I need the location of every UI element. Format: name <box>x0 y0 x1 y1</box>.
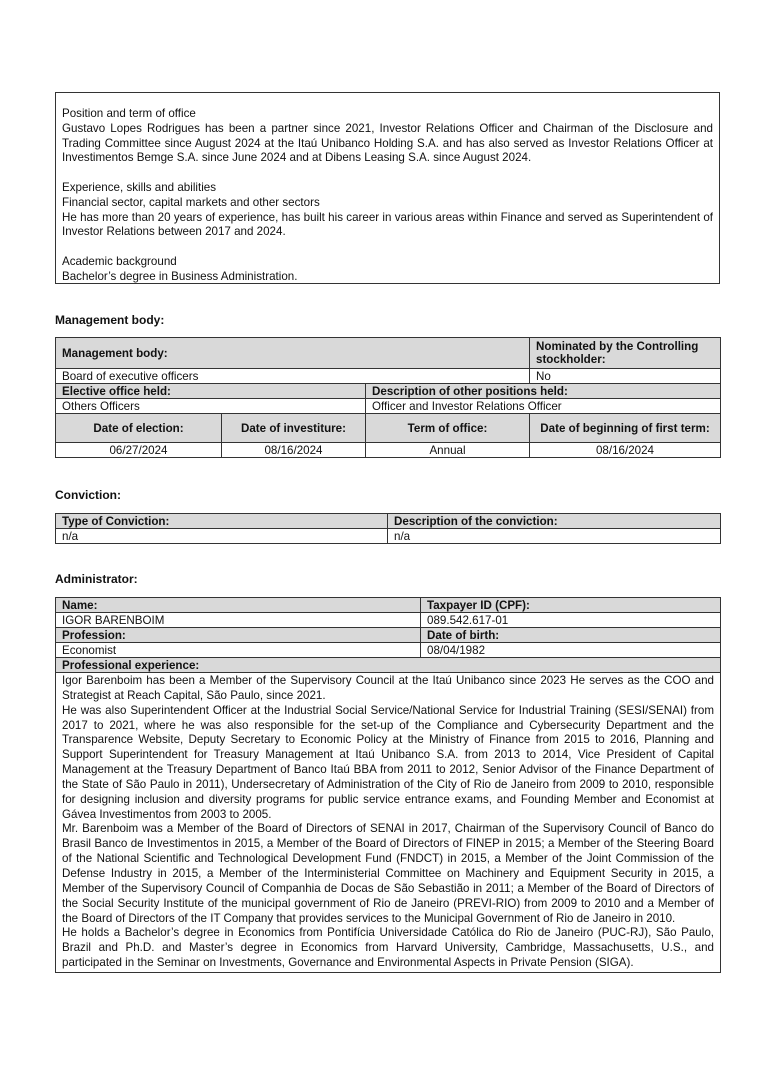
management-heading: Management body: <box>55 313 165 327</box>
nominated-value: No <box>530 369 721 384</box>
election-date-label: Date of election: <box>56 414 222 443</box>
other-positions-label: Description of other positions held: <box>366 384 721 399</box>
conviction-heading: Conviction: <box>55 488 121 502</box>
profession-label: Profession: <box>56 628 421 643</box>
experience-paragraph: Igor Barenboim has been a Member of the Supervisory Council at the Itaú Unibanco since 2023 He serves as the COO and Strategist at Reach Capital, São Paulo, since 2021. <box>62 674 714 702</box>
profession-value: Economist <box>56 643 421 658</box>
position-box <box>55 92 720 284</box>
experience-title: Experience, skills and abilities <box>62 180 217 194</box>
experience-sectors: Financial sector, capital markets and other sectors <box>62 195 320 209</box>
elective-office-value: Others Officers <box>56 399 366 414</box>
other-positions-value: Officer and Investor Relations Officer <box>366 399 721 414</box>
cpf-value: 089.542.617-01 <box>421 613 721 628</box>
academic-title: Academic background <box>62 254 177 268</box>
birth-date-value: 08/04/1982 <box>421 643 721 658</box>
experience-paragraph: Mr. Barenboim was a Member of the Board of Directors of SENAI in 2017, Chairman of the Supervisory Council of Banco do Brasil Banco de Investimentos in 2015, a Member of the Board of Directors of FINEP in 2015; a Member of the Steering Board of the National Scientific and Technological Development Fund (FNDCT) in 2015, a Member of the Joint Commission of the Defense Industry in 2015, a Member of the Interministerial Committee on Machinery and Equipment Security in 2015, a Member of the Supervisory Council of Companhia de Docas de São Sebastião in 2011; a Member of the Board of Directors of the Social Security Institute of the municipal government of Rio de Janeiro (PREVI-RIO) from 2009 to 2010 and a Member of the Board of Directors of the IT Company that provides services to the Municipal Government of Rio de Janeiro in 2010. <box>62 822 714 925</box>
name-value: IGOR BARENBOIM <box>56 613 421 628</box>
name-label: Name: <box>56 598 421 613</box>
conviction-desc-value: n/a <box>388 529 721 544</box>
nominated-label: Nominated by the Controlling stockholder: <box>530 338 721 369</box>
conviction-table <box>55 513 721 544</box>
experience-text-cell <box>56 673 721 973</box>
management-table <box>55 337 721 458</box>
election-date-value: 06/27/2024 <box>56 443 222 458</box>
elective-office-label: Elective office held: <box>56 384 366 399</box>
experience-paragraph: He holds a Bachelor’s degree in Economics from Pontifícia Universidade Católica do Rio de Janeiro (PUC-RJ), São Paulo, Brazil and Ph.D. and Master’s degree in Economics from Harvard University, Cambridge, Massachusetts, U.S., and participated in the Seminar on Investments, Governance and Environmental Aspects in Private Pension (SIGA). <box>62 926 714 970</box>
administrator-table <box>55 597 721 973</box>
first-term-value: 08/16/2024 <box>530 443 721 458</box>
cpf-label: Taxpayer ID (CPF): <box>421 598 721 613</box>
birth-date-label: Date of birth: <box>421 628 721 643</box>
experience-label: Professional experience: <box>56 658 721 673</box>
first-term-label: Date of beginning of first term: <box>530 414 721 443</box>
position-title: Position and term of office <box>62 107 196 120</box>
term-label: Term of office: <box>366 414 530 443</box>
investiture-date-value: 08/16/2024 <box>222 443 366 458</box>
position-text: Gustavo Lopes Rodrigues has been a partner since 2021, Investor Relations Officer and Chairman of the Disclosure and Trading Committee since August 2024 at the Itaú Unibanco Holding S.A. and has also served as Investor Relations Officer at Investimentos Bemge S.A. since June 2024 and at Dibens Leasing S.A. since August 2024. <box>62 121 713 165</box>
administrator-heading: Administrator: <box>55 572 138 586</box>
management-body-value: Board of executive officers <box>56 369 530 384</box>
academic-text: Bachelor’s degree in Business Administration. <box>62 269 298 283</box>
experience-paragraph: He was also Superintendent Officer at the Industrial Social Service/National Service for Industrial Training (SESI/SENAI) from 2017 to 2021, where he was also responsible for the set-up of the Compliance and Cybersecurity Department and the Transparence Website, Deputy Secretary to Economic Policy at the Ministry of Finance from 2015 to 2016, Planning and Support Superintendent for Treasury Management at Itaú Unibanco S.A. from 2013 to 2014, Vice President of Capital Management at the Treasury Department of Banco Itaú BBA from 2011 to 2012, Senior Advisor of the Finance Department of the State of São Paulo in 2011), Undersecretary of Administration of the City of Rio de Janeiro from 2009 to 2010, responsible for designing inclusion and diversity programs for public service entrance exams, and Founding Member and Economist at Gávea Investimentos from 2003 to 2005. <box>62 703 714 821</box>
conviction-type-value: n/a <box>56 529 388 544</box>
management-body-label: Management body: <box>56 338 530 369</box>
conviction-type-label: Type of Conviction: <box>56 514 388 529</box>
conviction-desc-label: Description of the conviction: <box>388 514 721 529</box>
term-value: Annual <box>366 443 530 458</box>
investiture-date-label: Date of investiture: <box>222 414 366 443</box>
experience-text: He has more than 20 years of experience, has built his career in various areas within Finance and served as Superintendent of Investor Relations between 2017 and 2024. <box>62 210 713 239</box>
